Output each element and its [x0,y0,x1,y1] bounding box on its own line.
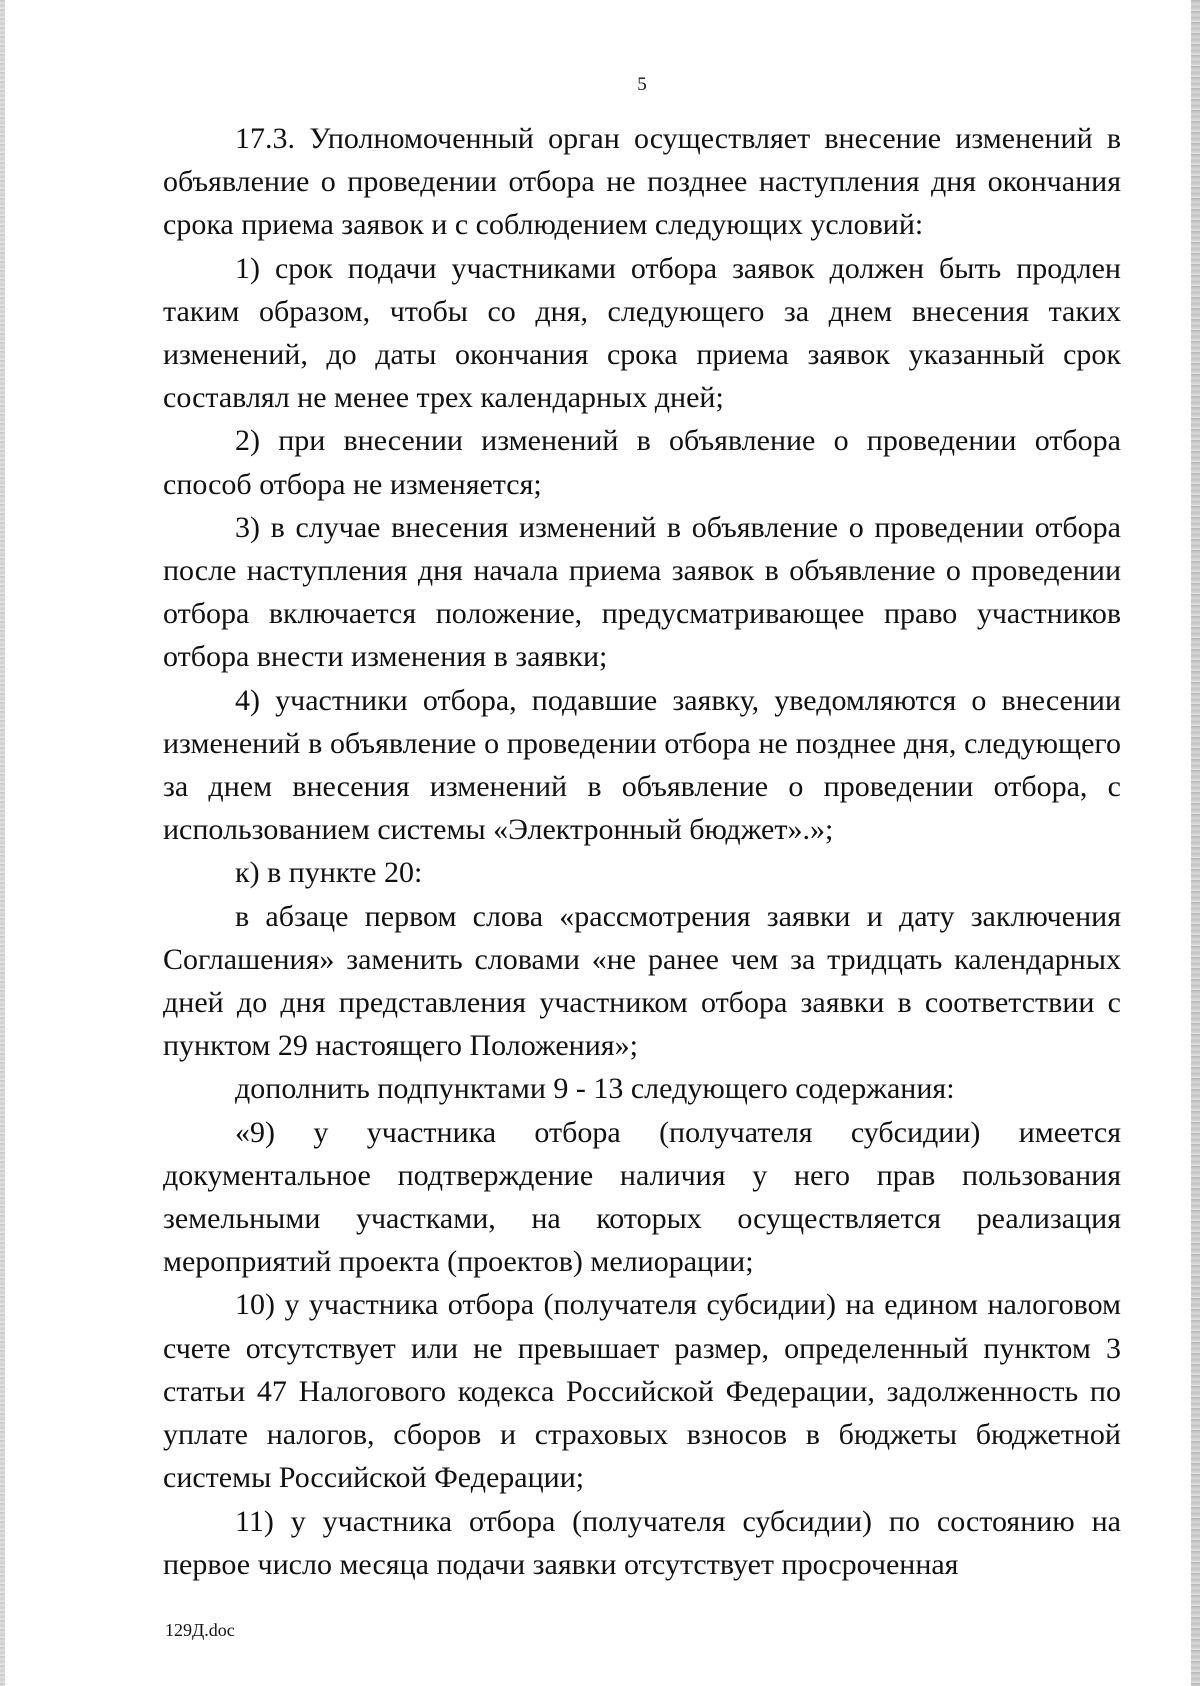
paragraph-17-3: 17.3. Уполномоченный орган осуществляет внесение изменений в объявление о проведении отбора не позднее наступления дня окончания срока приема заявок и с соблюдением следующих условий: [163,122,1121,242]
paragraph-item-2: 2) при внесении изменений в объявление о проведении отбора способ отбора не изменяется; [163,424,1121,501]
paragraph-item-1: 1) срок подачи участниками отбора заявок должен быть продлен таким образом, чтобы со дня, следующего за днем внесения таких изменений, до даты окончания срока приема заявок указанный срок составлял не менее трех календарных дней; [163,251,1121,415]
paragraph-item-3: 3) в случае внесения изменений в объявление о проведении отбора после наступления дня начала приема заявок в объявление о проведении отбора включается положение, предусматривающее право участников отбора внести изменения в заявки; [163,510,1121,674]
scan-edge-left [0,0,5,1686]
paragraph-item-4: 4) участники отбора, подавшие заявку, уведомляются о внесении изменений в объявление о проведении отбора не позднее дня, следующего за днем внесения изменений в объявление о проведении отбора, с использованием системы «Электронный бюджет».»; [163,683,1121,847]
paragraph-subitem-9: «9) у участника отбора (получателя субсидии) имеется документальное подтверждение наличия у него прав пользования земельными участками, на которых осуществляется реализация мероприятий проекта (проектов) мелиорации; [163,1115,1121,1279]
paragraph-first-abzac: в абзаце первом слова «рассмотрения заявки и дату заключения Соглашения» заменить словами «не ранее чем за тридцать календарных дней до дня представления участником отбора заявки в соответствии с пунктом 29 настоящего Положения»; [163,899,1121,1063]
paragraph-subitem-10: 10) у участника отбора (получателя субсидии) на едином налоговом счете отсутствует или не превышает размер, определенный пунктом 3 статьи 47 Налогового кодекса Российской Федерации, задолженность по уплате налогов, сборов и страховых взносов в бюджеты бюджетной системы Российской Федерации; [163,1288,1121,1495]
paragraph-supplement: дополнить подпунктами 9 - 13 следующего содержания: [235,1072,955,1106]
document-body [163,117,1121,1586]
scan-edge-right [1191,0,1200,1686]
paragraph-item-k: к) в пункте 20: [235,856,423,890]
page-number: 5 [637,74,647,95]
footer-filename: 129Д.doc [165,1620,235,1640]
paragraph-subitem-11: 11) у участника отбора (получателя субсидии) по состоянию на первое число месяца подачи заявки отсутствует просроченная [163,1504,1121,1581]
